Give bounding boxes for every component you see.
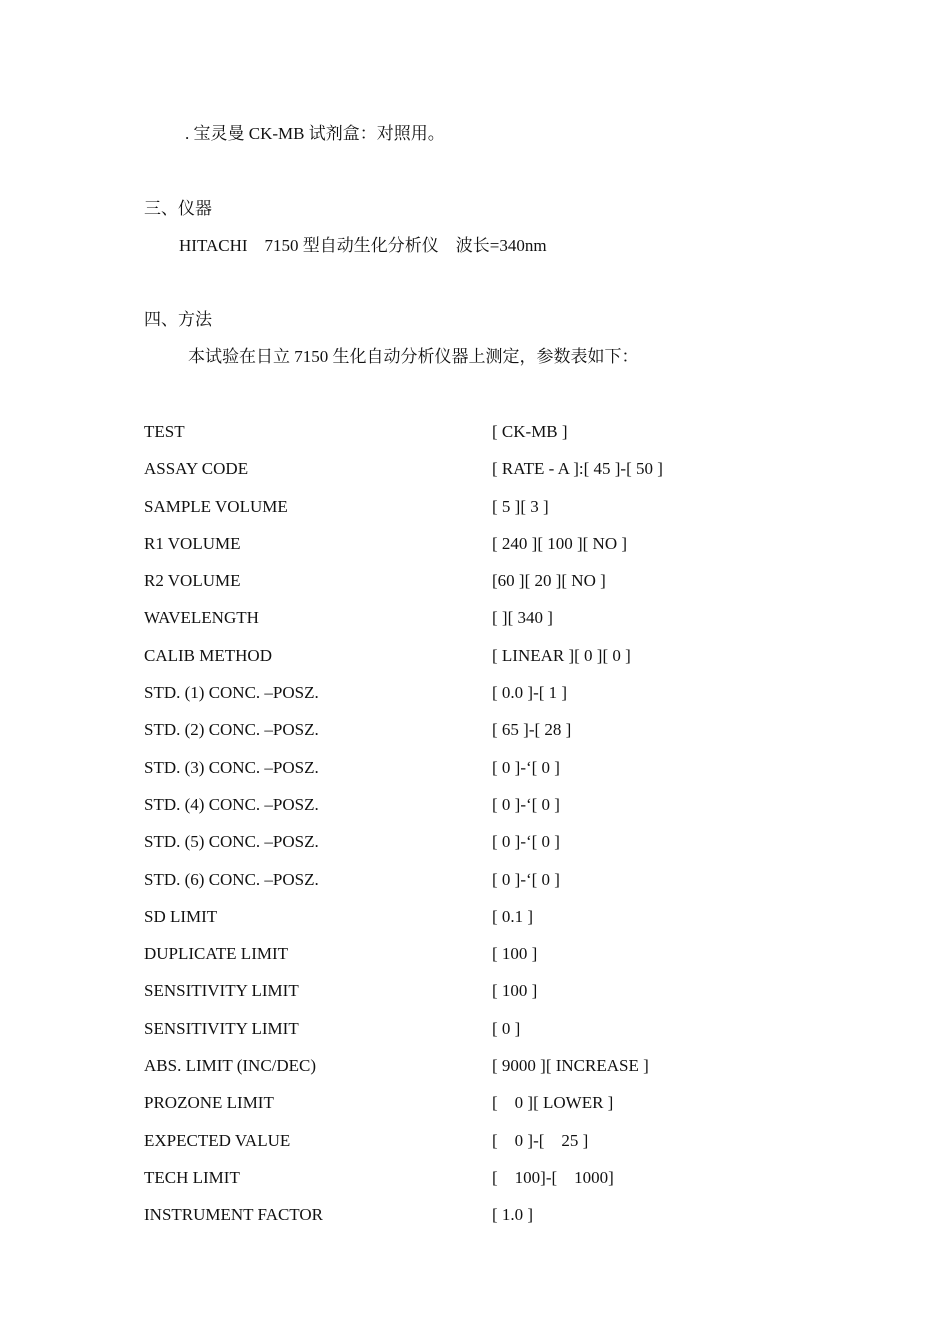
param-label: PROZONE LIMIT bbox=[144, 1093, 274, 1113]
param-value: [ 0 ] bbox=[492, 1018, 521, 1038]
parameter-table bbox=[144, 421, 844, 1242]
param-row bbox=[144, 906, 844, 943]
param-value: [ 100]-[ 1000] bbox=[492, 1167, 614, 1187]
param-label: ASSAY CODE bbox=[144, 459, 249, 479]
param-row bbox=[144, 719, 844, 756]
param-label: ABS. LIMIT (INC/DEC) bbox=[144, 1056, 317, 1076]
param-row bbox=[144, 794, 844, 831]
param-row bbox=[144, 421, 844, 458]
param-label: SD LIMIT bbox=[144, 906, 218, 926]
section-heading-method: 四、方法 bbox=[144, 310, 212, 329]
param-row bbox=[144, 1092, 844, 1129]
param-label: STD. (1) CONC. –POSZ. bbox=[144, 683, 319, 703]
reagent-kit-line: . 宝灵曼 CK-MB 试剂盒：对照用。 bbox=[185, 124, 445, 143]
param-label: INSTRUMENT FACTOR bbox=[144, 1205, 323, 1225]
param-label: R1 VOLUME bbox=[144, 533, 241, 553]
param-row bbox=[144, 943, 844, 980]
param-label: DUPLICATE LIMIT bbox=[144, 944, 289, 964]
method-intro: 本试验在日立 7150 生化自动分析仪器上测定，参数表如下： bbox=[188, 347, 639, 366]
param-row bbox=[144, 1204, 844, 1241]
param-row bbox=[144, 1018, 844, 1055]
param-label: CALIB METHOD bbox=[144, 645, 272, 665]
param-label: R2 VOLUME bbox=[144, 571, 241, 591]
param-value: [ 65 ]-[ 28 ] bbox=[492, 720, 572, 740]
param-label: SAMPLE VOLUME bbox=[144, 496, 288, 516]
param-row bbox=[144, 1167, 844, 1204]
param-label: STD. (4) CONC. –POSZ. bbox=[144, 794, 319, 814]
param-value: [ LINEAR ][ 0 ][ 0 ] bbox=[492, 645, 631, 665]
param-label: STD. (3) CONC. –POSZ. bbox=[144, 757, 319, 777]
param-value: [ 0.0 ]-[ 1 ] bbox=[492, 683, 568, 703]
section-heading-instrument: 三、仪器 bbox=[144, 199, 212, 218]
param-value: [ 0 ]-‘[ 0 ] bbox=[492, 794, 560, 814]
param-value: [ CK-MB ] bbox=[492, 422, 568, 441]
param-row bbox=[144, 458, 844, 495]
param-label: STD. (6) CONC. –POSZ. bbox=[144, 869, 319, 889]
param-value: [ 0 ]-[ 25 ] bbox=[492, 1130, 589, 1150]
param-row bbox=[144, 682, 844, 719]
param-row bbox=[144, 607, 844, 644]
param-label: WAVELENGTH bbox=[144, 608, 259, 628]
param-row bbox=[144, 980, 844, 1017]
param-row bbox=[144, 570, 844, 607]
param-row bbox=[144, 645, 844, 682]
param-value: [ 0 ]-‘[ 0 ] bbox=[492, 832, 560, 852]
param-row bbox=[144, 1130, 844, 1167]
param-value: [ 0 ]-‘[ 0 ] bbox=[492, 757, 560, 777]
param-label: SENSITIVITY LIMIT bbox=[144, 1018, 299, 1038]
param-label: STD. (2) CONC. –POSZ. bbox=[144, 720, 319, 740]
param-row bbox=[144, 757, 844, 794]
param-value: [ RATE - A ]:[ 45 ]-[ 50 ] bbox=[492, 459, 663, 479]
param-label: STD. (5) CONC. –POSZ. bbox=[144, 832, 319, 852]
param-row bbox=[144, 1055, 844, 1092]
param-value: [ 5 ][ 3 ] bbox=[492, 496, 549, 516]
param-value: [ 100 ] bbox=[492, 981, 538, 1001]
param-value: [ 0 ][ LOWER ] bbox=[492, 1093, 614, 1113]
instrument-line: HITACHI 7150 型自动生化分析仪 波长=340nm bbox=[179, 236, 547, 255]
param-label: SENSITIVITY LIMIT bbox=[144, 981, 299, 1001]
param-label: TEST bbox=[144, 422, 185, 441]
param-value: [ 240 ][ 100 ][ NO ] bbox=[492, 533, 628, 553]
param-value: [ 1.0 ] bbox=[492, 1205, 534, 1225]
param-label: EXPECTED VALUE bbox=[144, 1130, 291, 1150]
param-value: [ 0 ]-‘[ 0 ] bbox=[492, 869, 560, 889]
param-value: [60 ][ 20 ][ NO ] bbox=[492, 571, 606, 591]
param-value: [ 100 ] bbox=[492, 944, 538, 964]
param-row bbox=[144, 831, 844, 868]
param-row bbox=[144, 533, 844, 570]
param-value: [ 9000 ][ INCREASE ] bbox=[492, 1056, 649, 1076]
param-row bbox=[144, 869, 844, 906]
param-value: [ ][ 340 ] bbox=[492, 608, 553, 628]
param-value: [ 0.1 ] bbox=[492, 906, 534, 926]
param-row bbox=[144, 496, 844, 533]
param-label: TECH LIMIT bbox=[144, 1167, 240, 1187]
